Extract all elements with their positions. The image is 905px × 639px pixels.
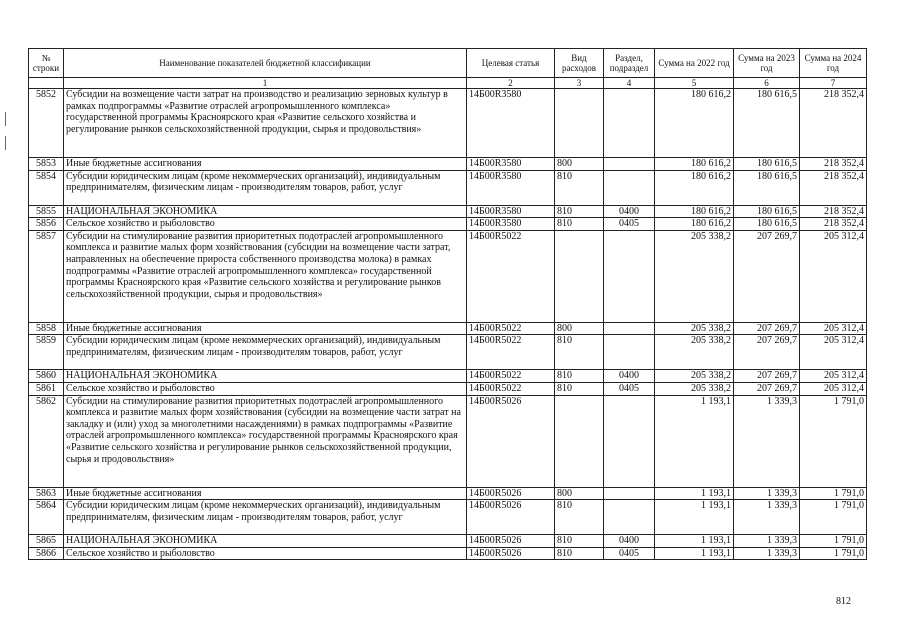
row-number: 5859 bbox=[29, 335, 64, 370]
row-section: 0405 bbox=[604, 382, 655, 395]
row-name: Субсидии юридическим лицам (кроме некоммерческих организаций), индивидуальным предпринимателям, физическим лицам - производителям товаров, работ, услуг bbox=[64, 170, 467, 205]
row-target-code: 14Б00R3580 bbox=[467, 89, 555, 158]
row-expense-type: 810 bbox=[555, 218, 604, 231]
table-row bbox=[29, 370, 867, 383]
row-sum-2024: 1 791,0 bbox=[800, 547, 867, 560]
row-expense-type: 810 bbox=[555, 382, 604, 395]
column-number: 6 bbox=[734, 78, 800, 89]
row-sum-2022: 1 193,1 bbox=[655, 535, 734, 548]
row-sum-2024: 1 791,0 bbox=[800, 500, 867, 535]
table-body bbox=[29, 89, 867, 560]
row-target-code: 14Б00R5026 bbox=[467, 500, 555, 535]
table-row bbox=[29, 170, 867, 205]
row-sum-2024: 1 791,0 bbox=[800, 487, 867, 500]
row-sum-2023: 1 339,3 bbox=[734, 500, 800, 535]
row-sum-2022: 205 338,2 bbox=[655, 230, 734, 322]
row-sum-2022: 180 616,2 bbox=[655, 170, 734, 205]
row-section: 0405 bbox=[604, 218, 655, 231]
row-sum-2024: 218 352,4 bbox=[800, 205, 867, 218]
row-sum-2023: 180 616,5 bbox=[734, 218, 800, 231]
row-sum-2023: 1 339,3 bbox=[734, 395, 800, 487]
row-sum-2023: 180 616,5 bbox=[734, 205, 800, 218]
table-row bbox=[29, 547, 867, 560]
row-sum-2024: 218 352,4 bbox=[800, 89, 867, 158]
row-number: 5861 bbox=[29, 382, 64, 395]
row-number: 5864 bbox=[29, 500, 64, 535]
table-row bbox=[29, 395, 867, 487]
row-sum-2024: 205 312,4 bbox=[800, 230, 867, 322]
header-sum-2024: Сумма на 2024 год bbox=[800, 49, 867, 78]
row-sum-2023: 180 616,5 bbox=[734, 170, 800, 205]
table-row bbox=[29, 535, 867, 548]
row-number: 5858 bbox=[29, 322, 64, 335]
row-name: Иные бюджетные ассигнования bbox=[64, 322, 467, 335]
row-sum-2023: 207 269,7 bbox=[734, 335, 800, 370]
row-expense-type bbox=[555, 89, 604, 158]
row-sum-2023: 207 269,7 bbox=[734, 230, 800, 322]
row-sum-2024: 218 352,4 bbox=[800, 158, 867, 171]
row-name: Субсидии на стимулирование развития приоритетных подотраслей агропромышленного комплекса и развитие малых форм хозяйствования (субсидии на возмещение части затрат, направленных на обеспечение прироста собственного производства молока) в рамках подпрограммы «Развитие отраслей агропромышленного комплекса» государственной программы Красноярского края «Развитие сельского хозяйства и регулирование рынков сельскохозяйственной продукции, сырья и продовольствия» bbox=[64, 230, 467, 322]
table-row bbox=[29, 322, 867, 335]
row-target-code: 14Б00R3580 bbox=[467, 158, 555, 171]
column-number: 2 bbox=[467, 78, 555, 89]
column-number: 5 bbox=[655, 78, 734, 89]
header-sum-2023: Сумма на 2023 год bbox=[734, 49, 800, 78]
row-section: 0400 bbox=[604, 205, 655, 218]
row-name: Иные бюджетные ассигнования bbox=[64, 158, 467, 171]
row-target-code: 14Б00R5026 bbox=[467, 395, 555, 487]
row-expense-type: 810 bbox=[555, 370, 604, 383]
row-expense-type bbox=[555, 230, 604, 322]
row-sum-2023: 180 616,5 bbox=[734, 158, 800, 171]
table-row bbox=[29, 335, 867, 370]
row-sum-2023: 207 269,7 bbox=[734, 322, 800, 335]
row-number: 5855 bbox=[29, 205, 64, 218]
row-sum-2022: 180 616,2 bbox=[655, 218, 734, 231]
row-sum-2022: 180 616,2 bbox=[655, 89, 734, 158]
header-sum-2022: Сумма на 2022 год bbox=[655, 49, 734, 78]
row-expense-type: 810 bbox=[555, 335, 604, 370]
row-sum-2024: 1 791,0 bbox=[800, 535, 867, 548]
row-sum-2022: 1 193,1 bbox=[655, 500, 734, 535]
row-expense-type: 800 bbox=[555, 158, 604, 171]
table-row bbox=[29, 382, 867, 395]
row-name: Иные бюджетные ассигнования bbox=[64, 487, 467, 500]
row-target-code: 14Б00R3580 bbox=[467, 205, 555, 218]
table-row bbox=[29, 205, 867, 218]
row-target-code: 14Б00R5026 bbox=[467, 547, 555, 560]
row-name: Субсидии юридическим лицам (кроме некоммерческих организаций), индивидуальным предпринимателям, физическим лицам - производителям товаров, работ, услуг bbox=[64, 335, 467, 370]
row-sum-2022: 1 193,1 bbox=[655, 395, 734, 487]
row-sum-2023: 207 269,7 bbox=[734, 382, 800, 395]
row-expense-type: 810 bbox=[555, 547, 604, 560]
scan-margin-marks bbox=[4, 112, 7, 152]
row-sum-2022: 180 616,2 bbox=[655, 205, 734, 218]
row-name: Субсидии на возмещение части затрат на производство и реализацию зерновых культур в рамках подпрограммы «Развитие отраслей агропромышленного комплекса» государственной программы Красноярского края «Развитие сельского хозяйства и регулирование рынков сельскохозяйственной продукции, сырья и продовольствия» bbox=[64, 89, 467, 158]
row-target-code: 14Б00R3580 bbox=[467, 218, 555, 231]
row-sum-2022: 1 193,1 bbox=[655, 547, 734, 560]
table-row bbox=[29, 500, 867, 535]
column-number: 1 bbox=[64, 78, 467, 89]
row-sum-2024: 205 312,4 bbox=[800, 370, 867, 383]
row-name: Субсидии юридическим лицам (кроме некоммерческих организаций), индивидуальным предпринимателям, физическим лицам - производителям товаров, работ, услуг bbox=[64, 500, 467, 535]
row-name: НАЦИОНАЛЬНАЯ ЭКОНОМИКА bbox=[64, 205, 467, 218]
row-target-code: 14Б00R5026 bbox=[467, 535, 555, 548]
row-number: 5856 bbox=[29, 218, 64, 231]
row-section bbox=[604, 322, 655, 335]
row-sum-2022: 205 338,2 bbox=[655, 335, 734, 370]
row-number: 5852 bbox=[29, 89, 64, 158]
row-section bbox=[604, 395, 655, 487]
row-section bbox=[604, 500, 655, 535]
budget-table bbox=[28, 48, 867, 560]
row-expense-type: 810 bbox=[555, 535, 604, 548]
row-sum-2022: 205 338,2 bbox=[655, 322, 734, 335]
row-target-code: 14Б00R5022 bbox=[467, 230, 555, 322]
page-number: 812 bbox=[836, 596, 851, 607]
column-number: 3 bbox=[555, 78, 604, 89]
row-number: 5854 bbox=[29, 170, 64, 205]
row-sum-2023: 207 269,7 bbox=[734, 370, 800, 383]
row-expense-type: 810 bbox=[555, 170, 604, 205]
row-sum-2024: 205 312,4 bbox=[800, 382, 867, 395]
row-sum-2024: 1 791,0 bbox=[800, 395, 867, 487]
row-name: Субсидии на стимулирование развития приоритетных подотраслей агропромышленного комплекса и развитие малых форм хозяйствования (субсидии на возмещение части затрат на закладку и (или) уход за многолетними насаждениями) в рамках подпрограммы «Развитие отраслей агропромышленного комплекса» государственной программы Красноярского края «Развитие сельского хозяйства и регулирование рынков сельскохозяйственной продукции, сырья и продовольствия» bbox=[64, 395, 467, 487]
header-razdel: Раздел, подраздел bbox=[604, 49, 655, 78]
row-number: 5853 bbox=[29, 158, 64, 171]
header-name: Наименование показателей бюджетной классификации bbox=[64, 49, 467, 78]
row-section bbox=[604, 170, 655, 205]
row-expense-type: 800 bbox=[555, 487, 604, 500]
row-section: 0405 bbox=[604, 547, 655, 560]
row-target-code: 14Б00R5022 bbox=[467, 335, 555, 370]
row-sum-2024: 218 352,4 bbox=[800, 170, 867, 205]
row-sum-2024: 205 312,4 bbox=[800, 322, 867, 335]
row-number: 5860 bbox=[29, 370, 64, 383]
row-target-code: 14Б00R5022 bbox=[467, 322, 555, 335]
row-sum-2024: 218 352,4 bbox=[800, 218, 867, 231]
row-sum-2022: 1 193,1 bbox=[655, 487, 734, 500]
row-section bbox=[604, 158, 655, 171]
table-row bbox=[29, 487, 867, 500]
row-number: 5865 bbox=[29, 535, 64, 548]
row-expense-type bbox=[555, 395, 604, 487]
row-sum-2022: 205 338,2 bbox=[655, 370, 734, 383]
row-number: 5862 bbox=[29, 395, 64, 487]
row-sum-2023: 1 339,3 bbox=[734, 487, 800, 500]
table-row bbox=[29, 158, 867, 171]
header-code: Целевая статья bbox=[467, 49, 555, 78]
table-row bbox=[29, 89, 867, 158]
row-section bbox=[604, 487, 655, 500]
row-number: 5866 bbox=[29, 547, 64, 560]
row-target-code: 14Б00R5026 bbox=[467, 487, 555, 500]
row-name: Сельское хозяйство и рыболовство bbox=[64, 547, 467, 560]
column-number-empty bbox=[29, 78, 64, 89]
row-section: 0400 bbox=[604, 535, 655, 548]
row-section bbox=[604, 335, 655, 370]
row-number: 5857 bbox=[29, 230, 64, 322]
row-expense-type: 810 bbox=[555, 205, 604, 218]
row-expense-type: 810 bbox=[555, 500, 604, 535]
row-target-code: 14Б00R3580 bbox=[467, 170, 555, 205]
row-sum-2023: 1 339,3 bbox=[734, 547, 800, 560]
row-target-code: 14Б00R5022 bbox=[467, 382, 555, 395]
row-sum-2023: 180 616,5 bbox=[734, 89, 800, 158]
row-section bbox=[604, 230, 655, 322]
table-header bbox=[29, 49, 867, 89]
header-row-no: № строки bbox=[29, 49, 64, 78]
row-name: Сельское хозяйство и рыболовство bbox=[64, 382, 467, 395]
row-number: 5863 bbox=[29, 487, 64, 500]
row-expense-type: 800 bbox=[555, 322, 604, 335]
table-row bbox=[29, 230, 867, 322]
row-target-code: 14Б00R5022 bbox=[467, 370, 555, 383]
row-sum-2023: 1 339,3 bbox=[734, 535, 800, 548]
table-row bbox=[29, 218, 867, 231]
row-sum-2024: 205 312,4 bbox=[800, 335, 867, 370]
column-number: 4 bbox=[604, 78, 655, 89]
row-name: НАЦИОНАЛЬНАЯ ЭКОНОМИКА bbox=[64, 370, 467, 383]
row-name: НАЦИОНАЛЬНАЯ ЭКОНОМИКА bbox=[64, 535, 467, 548]
column-number: 7 bbox=[800, 78, 867, 89]
row-sum-2022: 180 616,2 bbox=[655, 158, 734, 171]
row-name: Сельское хозяйство и рыболовство bbox=[64, 218, 467, 231]
row-section: 0400 bbox=[604, 370, 655, 383]
row-sum-2022: 205 338,2 bbox=[655, 382, 734, 395]
header-vid: Вид расходов bbox=[555, 49, 604, 78]
row-section bbox=[604, 89, 655, 158]
